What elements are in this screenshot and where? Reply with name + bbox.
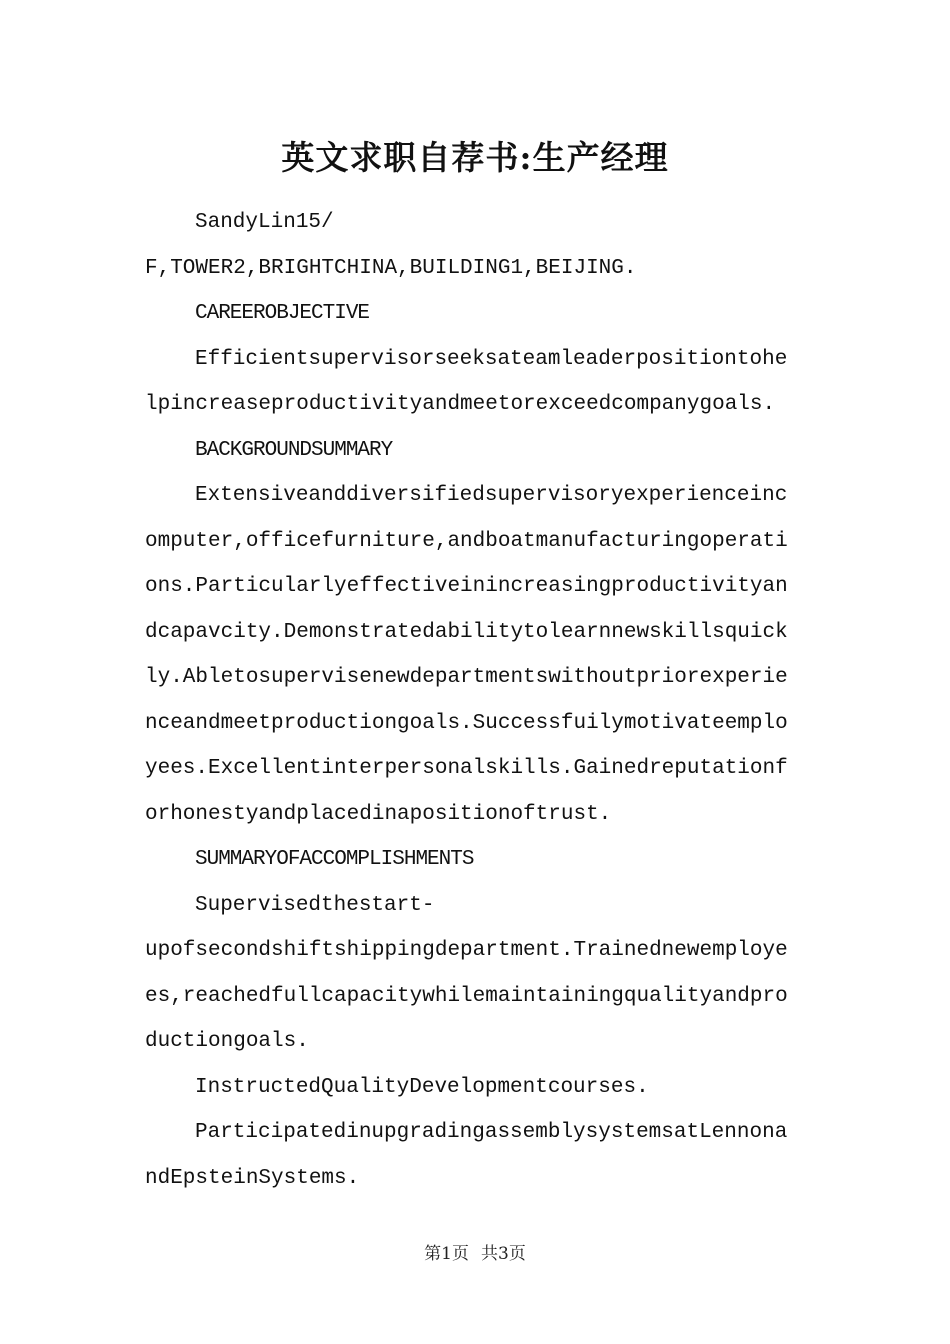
paragraph-accomplishment-1-start: Supervisedthestart- [195, 893, 435, 917]
heading-career-objective: CAREEROBJECTIVE [195, 302, 370, 325]
paragraph-background-summary: Extensiveanddiversifiedsupervisoryexperienceincomputer,officefurniture,andboatmanufacturingoperations.Particularlyeffectiveinincreasingproductivityandcapavcity.Demonstratedabilitytolearnnewskillsquickly.Abletosupervisenewdepartmentswithoutpriorexperienceandmeetproductiongoals.Successfuilymotivateemployees.Excellentinterpersonalskills.Gainedreputationforhonestyandplacedinapositionoftrust. [145, 484, 788, 826]
heading-background-summary: BACKGROUNDSUMMARY [195, 438, 393, 462]
heading-summary-of-accomplishments: SUMMARYOFACCOMPLISHMENTS [195, 848, 474, 871]
document-title: 英文求职自荐书:生产经理 [281, 138, 669, 177]
paragraph-address-line-1: SandyLin15/ [195, 211, 334, 234]
paragraph-address-line-2: F,TOWER2,BRIGHTCHINA,BUILDING1,BEIJING. [145, 256, 637, 280]
page-footer [0, 1242, 950, 1266]
paragraph-accomplishment-1-continued: upofsecondshiftshippingdepartment.Trainednewemployees,reachedfullcapacitywhilemaintainingqualityandproductiongoals. [145, 939, 788, 1053]
paragraph-accomplishment-3: ParticipatedinupgradingassemblysystemsatLennonandEpsteinSystems. [145, 1121, 788, 1190]
paragraph-career-objective: Efficientsupervisorseeksateamleaderpositiontohelpincreaseproductivityandmeetorexceedcompanygoals. [145, 347, 788, 416]
page-number-current: 第1页 [424, 1244, 469, 1264]
paragraph-accomplishment-2: InstructedQualityDevelopmentcourses. [195, 1075, 649, 1099]
page-number-total: 共3页 [481, 1244, 526, 1264]
document-body [145, 200, 797, 1201]
